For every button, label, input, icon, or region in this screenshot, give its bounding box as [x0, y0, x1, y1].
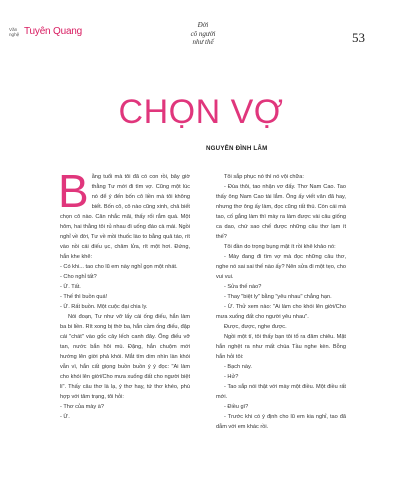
article-paragraph: - Có khi... tao cho lũ em này nghỉ gọn một nhát. [60, 264, 178, 270]
article-paragraph: - Ừ. Tất. [60, 284, 81, 290]
masthead-small-text [9, 27, 19, 37]
article-paragraph: - Hử? [224, 374, 239, 380]
section-tag-line-1: Đời [197, 21, 209, 29]
article-left-column [58, 165, 190, 422]
article-paragraph: Tôi đần do trọng bụng mặt ít rồi khê khảo nó: [224, 244, 336, 250]
section-tag-line-2: cô người [190, 29, 216, 38]
masthead-title: Tuyên Quang [24, 26, 83, 37]
article-paragraph: - Đùa thôi, tao nhận vơ đấy. Thơ Nam Cao. Tao thấy ông Nam Cao tài lắm. Ông ấy viết văn đã hay, nhưng thơ ông ấy làm, đọc cũng rất thú. Còn cái mà tao, cố gắng làm thì mày ra làm được vài câu giống ca dao, chứ sao chế được những câu thơ lạm ít thế? [216, 184, 346, 240]
article-paragraph: Tôi sắp phục nó thì nó vội chữa: [224, 174, 304, 180]
article-paragraph: - Cho nghỉ tất? [60, 274, 97, 280]
article-paragraph: Ngồi một tí, tôi thấy bạn tôi tổ ra đăm chiêu. Mặt hắn nghệt ra như mất chúa Tầu nghe kèn. Bỗng hắn hỏi tôi: [216, 334, 346, 360]
article-paragraph: - Ừ. Rất buồn. Một cuộc đại chia ly. [60, 304, 148, 310]
article-paragraph: Được, được, nghe được. [224, 324, 287, 330]
masthead-small-line-2: nghệ [9, 32, 20, 37]
article-title: CHỌN VỢ [118, 93, 284, 131]
article-paragraph-text: ằng tuổi mà tôi đã có con rồi, bây giờ thằng Tư mới đi tìm vợ. Cũng một lúc nó để ý đến bốn cô liền mà tôi không biết. Bốn cô, cô nào cũng xinh, chả biết chọn cô nào. Cân nhắc mãi, thấy rối rắm quá. Một hôm, hai thằng tôi rủ nhau đi uống đáo cà mái. Ngồi nghỉ về đời, Tư về mồi thuốc lào to bằng quả táo, rít vào nồi cái điếu ục, châm lửa, rít một hơi. Đứng, hắn khe khẽ: [60, 174, 190, 260]
section-tag [163, 21, 243, 47]
article-paragraph [58, 165, 190, 262]
section-tag-line-3: như thế [192, 38, 214, 46]
article-paragraph: - Sửa thế nào? [224, 284, 262, 290]
masthead-small-line-1: Văn [9, 27, 18, 32]
article-paragraph: - Thơ của mày à? [60, 404, 104, 410]
page-number: 53 [352, 30, 365, 45]
article-paragraph: - Bạch này. [224, 364, 252, 370]
article-paragraph: - Ừ. Thử xem nào: "Ai làm cho khói lên giời/Cho mưa xuống đất cho người yêu nhau". [216, 304, 346, 320]
drop-cap: B [58, 165, 89, 217]
article-paragraph: - Điều gì? [224, 404, 249, 410]
article-paragraph: - Mày đang đi tìm vợ mà đọc những câu thơ, nghe nó sai sai thế nào ấy? Nên sửa đi một tẹo, cho vui vui. [216, 254, 346, 280]
article-paragraph: - Thế thì buồn quá! [60, 294, 108, 300]
article-paragraph: - Thay "biệt ly" bằng "yêu nhau" chẳng hạn. [224, 294, 332, 300]
magazine-masthead [9, 27, 109, 41]
article-paragraph: - Ừ. [60, 414, 70, 420]
article-right-column [216, 172, 346, 432]
article-paragraph: - Tao sắp nói thật với mày một điều. Một điều rất mới. [216, 384, 346, 400]
article-paragraph: Nói đoạn, Tư như vỡ lấy cái ống điếu, hắn làm ba bi liền. Rít xong bị thờ ba, hắn cầm ống điếu, đập cái "chát" vào gốc cây lếch canh đây. Ống điếu vỡ tan, nước bắn hôi mù. Đặng, hắn chuộm mới hướng lên giời phả khói. Mắt tím dim nhìn làn khói vẫn vì, hắn cất giọng buồn buồn ý ý đọc: "Ai làm cho khói lên giời/Cho mưa xuống đất cho người biệt li". Thấy câu thơ là lạ, ý thơ hay, tứ thơ khéo, phù hợp với tâm trạng, tôi hỏi: [60, 314, 190, 400]
article-paragraph: - Trước khi có ý định cho lũ em kia nghỉ, tao đã dẫm với em khác rồi. [216, 414, 346, 430]
article-author: NGUYỄN ĐÌNH LÂM [206, 145, 268, 152]
